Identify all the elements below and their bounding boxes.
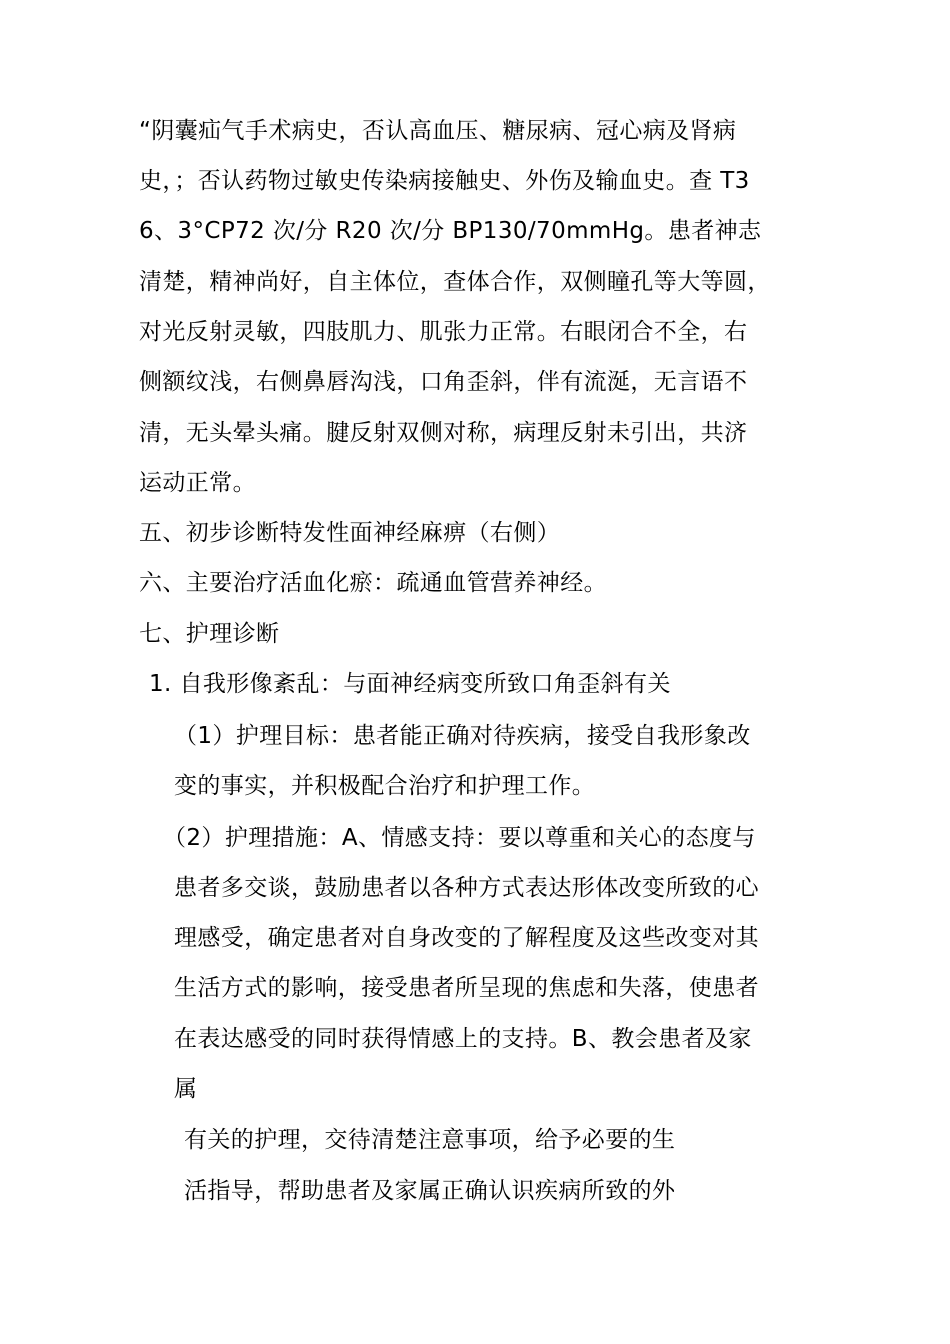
list-item-1: 1. 自我形像紊乱：与面神经病变所致口角歪斜有关 xyxy=(149,671,671,697)
nursing-goal-line-1: （1）护理目标：患者能正确对待疾病，接受自我形象改 xyxy=(174,723,751,749)
text-line-7: 清，无头晕头痛。腱反射双侧对称，病理反射未引出，共济 xyxy=(139,420,748,446)
nursing-measures-line-8: 活指导，帮助患者及家属正确认识疾病所致的外 xyxy=(184,1178,676,1204)
nursing-measures-line-6: 属 xyxy=(174,1076,198,1102)
nursing-measures-line-2: 患者多交谈，鼓励患者以各种方式表达形体改变所致的心 xyxy=(174,875,759,901)
text-line-2: 史，；否认药物过敏史传染病接触史、外伤及输血史。查 T3 xyxy=(139,168,750,194)
text-line-6: 侧额纹浅，右侧鼻唇沟浅，口角歪斜，伴有流涎，无言语不 xyxy=(139,369,748,395)
text-line-1: “阴囊疝气手术病史，否认高血压、糖尿病、冠心病及肾病 xyxy=(139,118,737,144)
heading-nursing-diagnosis: 七、护理诊断 xyxy=(139,621,280,647)
nursing-goal-line-2: 变的事实，并积极配合治疗和护理工作。 xyxy=(174,773,596,799)
nursing-measures-line-5: 在表达感受的同时获得情感上的支持。B、教会患者及家 xyxy=(174,1026,752,1052)
heading-treatment: 六、主要治疗活血化瘀：疏通血管营养神经。 xyxy=(139,570,607,596)
text-line-4: 清楚，精神尚好，自主体位，查体合作，双侧瞳孔等大等圆， xyxy=(139,269,771,295)
text-line-5: 对光反射灵敏，四肢肌力、肌张力正常。右眼闭合不全，右 xyxy=(139,319,748,345)
text-line-8: 运动正常。 xyxy=(139,470,256,496)
nursing-measures-line-4: 生活方式的影响，接受患者所呈现的焦虑和失落，使患者 xyxy=(174,975,759,1001)
heading-diagnosis: 五、初步诊断特发性面神经麻痹（右侧） xyxy=(139,520,561,546)
nursing-measures-line-1: （2）护理措施：A、情感支持：要以尊重和关心的态度与 xyxy=(163,825,756,851)
nursing-measures-line-7: 有关的护理，交待清楚注意事项，给予必要的生 xyxy=(184,1127,676,1153)
text-line-3: 6、3°CP72 次/分 R20 次/分 BP130/70mmHg。患者神志 xyxy=(139,218,762,244)
nursing-measures-line-3: 理感受，确定患者对自身改变的了解程度及这些改变对其 xyxy=(174,925,759,951)
